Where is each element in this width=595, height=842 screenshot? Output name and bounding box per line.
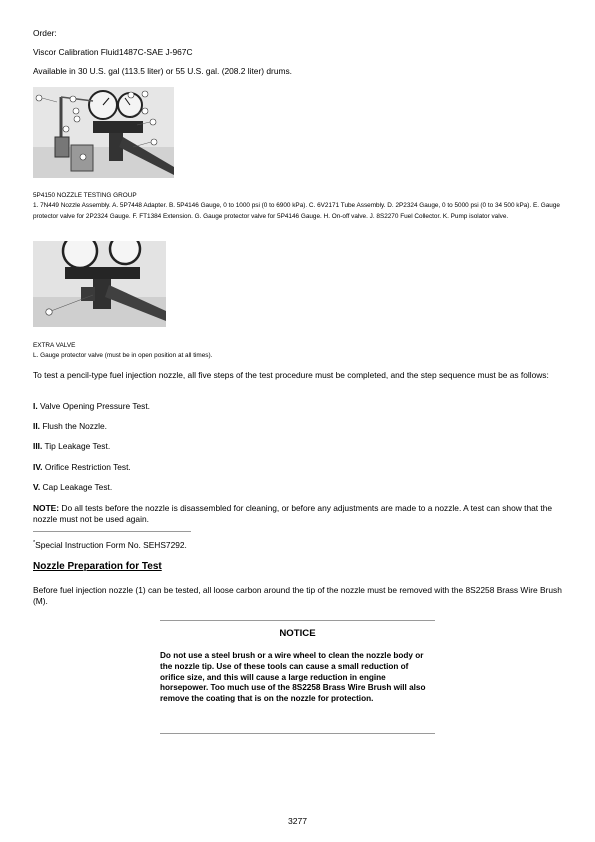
footnote-text: Special Instruction Form No. SEHS7292. xyxy=(35,540,187,550)
availability-text: Available in 30 U.S. gal (113.5 liter) or 55 U.S. gal. (208.2 liter) drums. xyxy=(33,66,292,76)
footnote-marker: * xyxy=(33,540,36,547)
order-label: Order: xyxy=(33,28,57,38)
section-title: Nozzle Preparation for Test xyxy=(33,561,162,572)
step-item: IV. Orifice Restriction Test. xyxy=(33,462,131,472)
section-body: Before fuel injection nozzle (1) can be tested, all loose carbon around the tip of the nozzle must be removed with the 8S2258 Brass Wire Brush (M). xyxy=(33,585,562,606)
nozzle-testing-group-figure xyxy=(33,87,174,178)
notice-body: Do not use a steel brush or a wire wheel to clean the nozzle body or the nozzle tip. Use of these tools can cause a small reduction of orifice size, and this will cause a large reduction in engine horsepower. Too much use of the 8S2258 Brass Wire Brush will also remove the coating that is on the nozzle for protection. xyxy=(160,651,426,704)
notice-top-rule xyxy=(160,620,435,621)
step-item: V. Cap Leakage Test. xyxy=(33,482,113,492)
note-paragraph xyxy=(33,503,563,525)
note-text: Do all tests before the nozzle is disassembled for cleaning, or before any adjustments are made to a nozzle. A test can show that the nozzle must not be used again. xyxy=(33,503,553,524)
notice-bottom-rule xyxy=(160,733,435,734)
footnote-divider xyxy=(33,531,191,532)
extra-valve-photo xyxy=(33,241,166,327)
page-number: 3277 xyxy=(287,816,308,826)
footnote xyxy=(33,540,187,551)
figure1-title: 5P4150 NOZZLE TESTING GROUP xyxy=(33,192,137,199)
notice-title: NOTICE xyxy=(279,628,316,639)
figure2-caption: L. Gauge protector valve (must be in open position at all times). xyxy=(33,352,213,359)
step-item: I. Valve Opening Pressure Test. xyxy=(33,401,151,411)
figure2-title: EXTRA VALVE xyxy=(33,342,76,349)
extra-valve-figure xyxy=(33,241,166,327)
product-name: Viscor Calibration Fluid1487C-SAE J-967C xyxy=(33,47,193,57)
step-item: II. Flush the Nozzle. xyxy=(33,421,108,431)
intro-paragraph: To test a pencil-type fuel injection nozzle, all five steps of the test procedure must be completed, and the step sequence must be as follows: xyxy=(33,370,549,380)
step-item: III. Tip Leakage Test. xyxy=(33,441,111,451)
nozzle-testing-group-photo xyxy=(33,87,174,178)
figure1-caption: 1. 7N449 Nozzle Assembly. A. 5P7448 Adapter. B. 5P4146 Gauge, 0 to 1000 psi (0 to 6900 kPa). C. 6V2171 Tube Assembly. D. 2P2324 Gauge, 0 to 5000 psi (0 to 34 500 kPa). E. Gauge protector valve for 2P2324 Gauge. F. FT1384 Extension. G. Gauge protector valve for 5P4146 Gauge. H. On-off valve. J. 8S2270 Fuel Collector. K. Pump isolator valve. xyxy=(33,202,560,220)
note-label: NOTE: xyxy=(33,503,60,513)
